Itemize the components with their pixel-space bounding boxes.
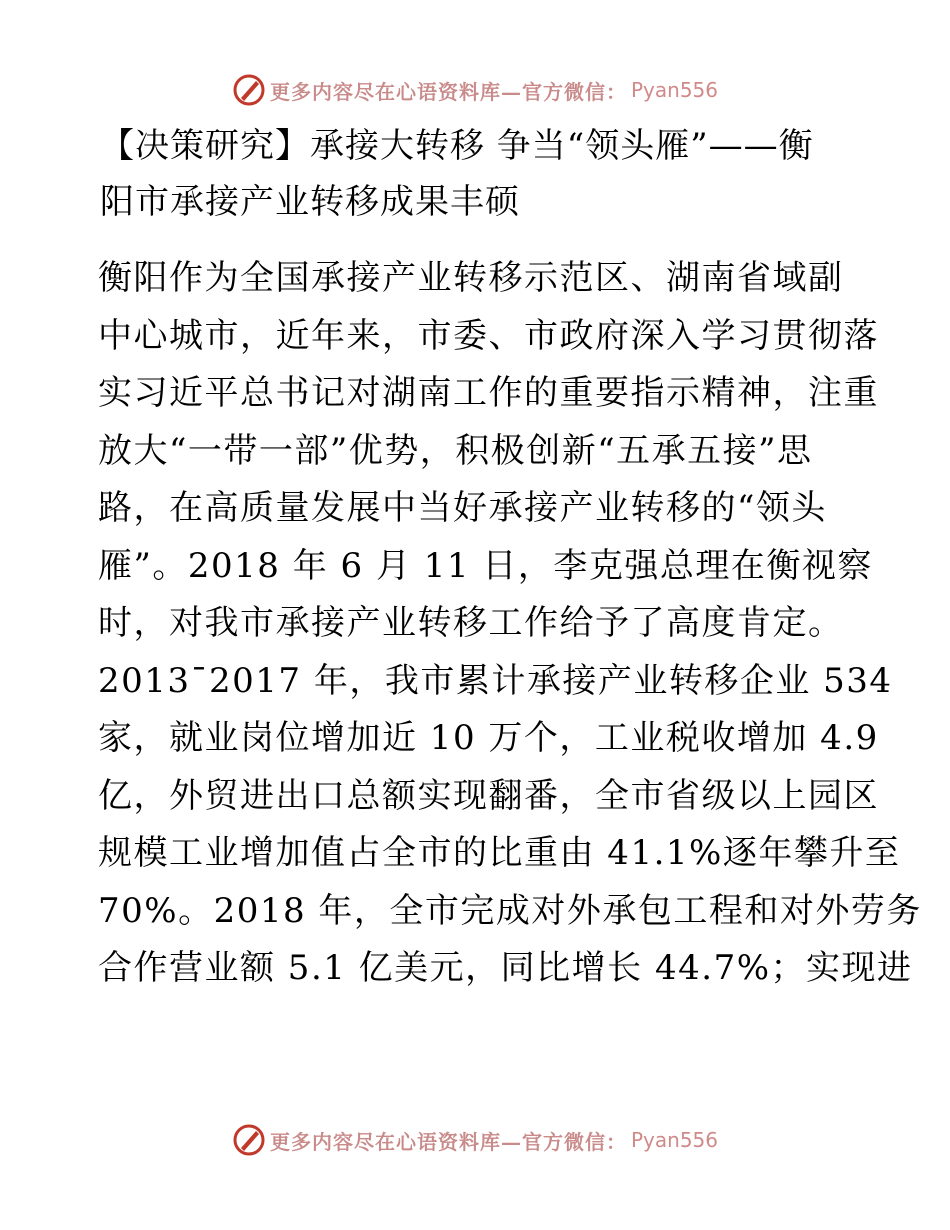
body-line: 雁”。2018 年 6 月 11 日，李克强总理在衡视察: [98, 545, 873, 586]
body-line: 衡阳作为全国承接产业转移示范区、湖南省域副: [98, 258, 844, 298]
body-line: 合作营业额 5.1 亿美元，同比增长 44.7%；实现进: [98, 948, 913, 988]
document-body: [98, 250, 922, 998]
header-watermark: [0, 70, 950, 110]
title-line: 阳市承接产业转移成果丰硕: [100, 182, 520, 222]
title-line: 【决策研究】承接大转移 争当“领头雁”——衡: [100, 126, 814, 166]
footer-watermark: [0, 1120, 950, 1160]
body-paragraph: [98, 250, 922, 998]
body-line: 放大“一带一部”优势，积极创新“五承五接”思: [98, 430, 813, 471]
watermark-id: Pyan556: [630, 78, 718, 102]
body-line: 实习近平总书记对湖南工作的重要指示精神，注重: [98, 373, 879, 413]
watermark-id: Pyan556: [630, 1128, 718, 1152]
document-title: [100, 118, 860, 230]
circle-pen-logo-icon: [232, 73, 266, 107]
body-line: 2013¯2017 年，我市累计承接产业转移企业 534: [98, 660, 893, 701]
watermark-text: 更多内容尽在心语资料库—官方微信：: [269, 79, 627, 104]
body-line: 中心城市，近年来，市委、市政府深入学习贯彻落: [98, 315, 879, 356]
body-line: 路，在高质量发展中当好承接产业转移的“领头: [98, 488, 827, 528]
body-line: 规模工业增加值占全市的比重由 41.1%逐年攀升至: [98, 833, 901, 873]
body-line: 70%。2018 年，全市完成对外承包工程和对外劳务: [98, 890, 922, 931]
body-line: 亿，外贸进出口总额实现翻番，全市省级以上园区: [98, 775, 879, 816]
watermark-text: 更多内容尽在心语资料库—官方微信：: [269, 1129, 627, 1154]
body-line: 时，对我市承接产业转移工作给予了高度肯定。: [98, 603, 844, 643]
circle-pen-logo-icon: [232, 1123, 266, 1157]
body-line: 家，就业岗位增加近 10 万个，工业税收增加 4.9: [98, 718, 879, 758]
